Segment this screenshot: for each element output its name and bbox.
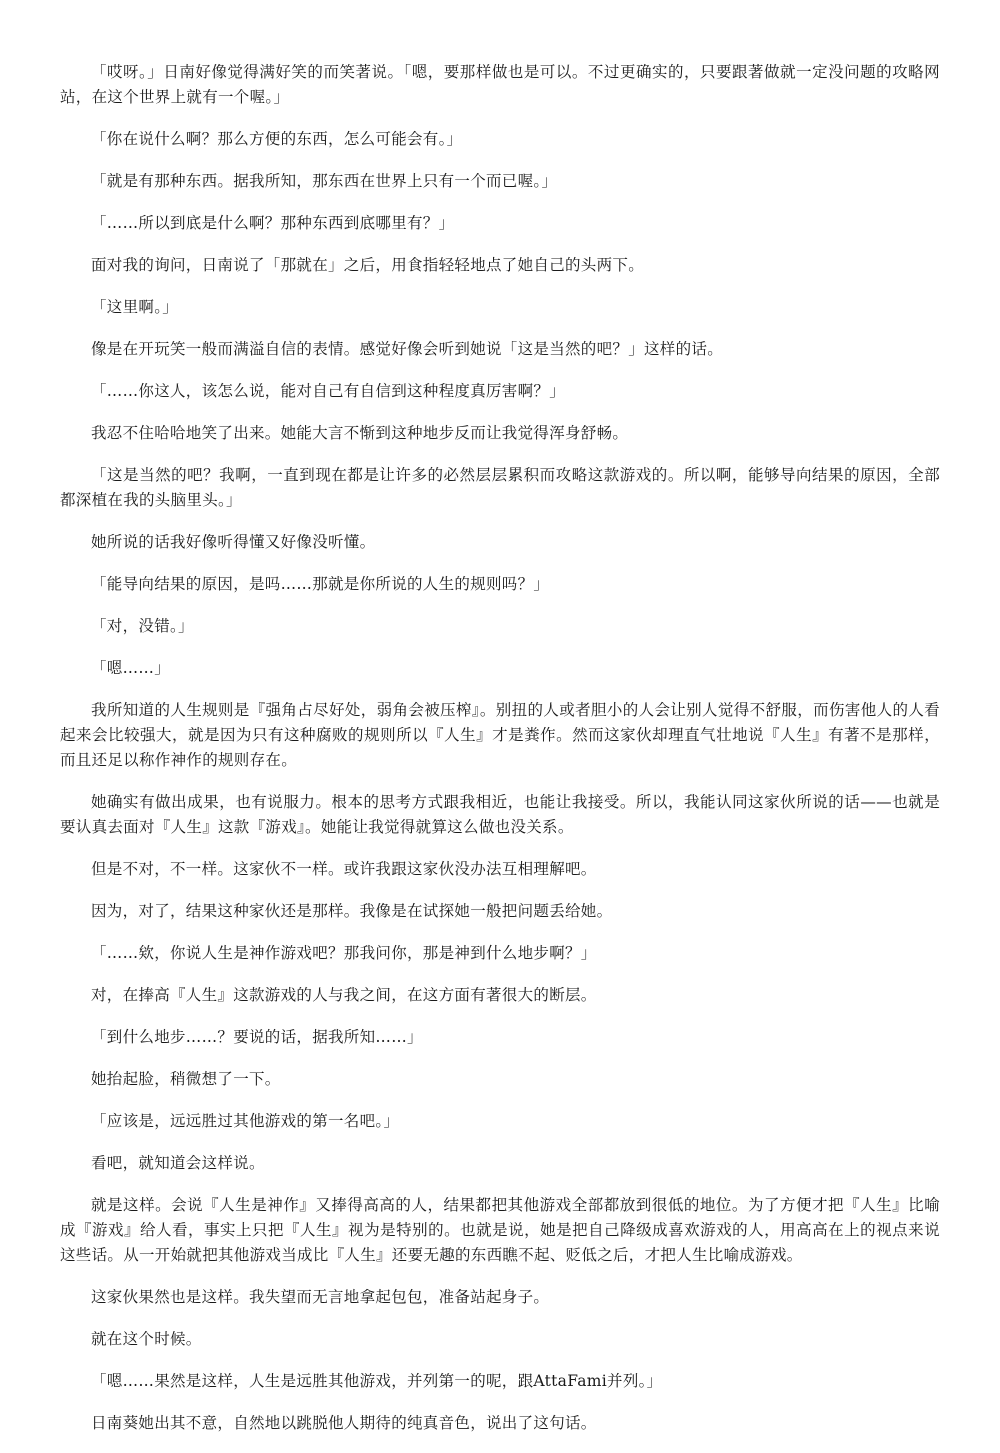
paragraph: 就是这样。会说『人生是神作』又捧得高高的人，结果都把其他游戏全部都放到很低的地位。为了方便才把『人生』比喻成『游戏』给人看，事实上只把『人生』视为是特别的。也就是说，她是把自己降级成喜欢游戏的人，用高高在上的视点来说这些话。从一开始就把其他游戏当成比『人生』还要无趣的东西瞧不起、贬低之后，才把人生比喻成游戏。 [60, 1196, 940, 1264]
paragraph: 但是不对，不一样。这家伙不一样。或许我跟这家伙没办法互相理解吧。 [91, 860, 597, 878]
paragraph: 「……你这人，该怎么说，能对自己有自信到这种程度真厉害啊？」 [91, 382, 566, 400]
paragraph: 「……所以到底是什么啊？那种东西到底哪里有？」 [91, 214, 455, 232]
paragraph: 「能导向结果的原因，是吗……那就是你所说的人生的规则吗？」 [91, 575, 550, 593]
paragraph: 「这里啊。」 [91, 298, 179, 316]
paragraph: 就在这个时候。 [91, 1330, 202, 1348]
paragraph: 这家伙果然也是这样。我失望而无言地拿起包包，准备站起身子。 [91, 1288, 550, 1306]
paragraph: 「嗯……果然是这样，人生是远胜其他游戏，并列第一的呢，跟AttaFami并列。」 [91, 1372, 663, 1390]
paragraph: 「就是有那种东西。据我所知，那东西在世界上只有一个而已喔。」 [91, 172, 558, 190]
paragraph: 她确实有做出成果，也有说服力。根本的思考方式跟我相近，也能让我接受。所以，我能认同这家伙所说的话——也就是要认真去面对『人生』这款『游戏』。她能让我觉得就算这么做也没关系。 [60, 793, 940, 836]
paragraph: 「哎呀。」日南好像觉得满好笑的而笑著说。「嗯，要那样做也是可以。不过更确实的，只要跟著做就一定没问题的攻略网站，在这个世界上就有一个喔。」 [60, 63, 940, 106]
paragraph: 像是在开玩笑一般而满溢自信的表情。感觉好像会听到她说「这是当然的吧？」这样的话。 [91, 340, 724, 358]
paragraph: 「到什么地步……？要说的话，据我所知……」 [91, 1028, 423, 1046]
paragraph: 「嗯……」 [91, 659, 171, 677]
paragraph: 日南葵她出其不意，自然地以跳脱他人期待的纯真音色，说出了这句话。 [91, 1414, 597, 1432]
paragraph: 我所知道的人生规则是『强角占尽好处，弱角会被压榨』。别扭的人或者胆小的人会让别人觉得不舒服，而伤害他人的人看起来会比较强大，就是因为只有这种腐败的规则所以『人生』才是粪作。然而这家伙却理直气壮地说『人生』有著不是那样，而且还足以称作神作的规则存在。 [60, 701, 940, 769]
paragraph: 对，在捧高『人生』这款游戏的人与我之间，在这方面有著很大的断层。 [91, 986, 597, 1004]
paragraph: 「这是当然的吧？我啊，一直到现在都是让许多的必然层层累积而攻略这款游戏的。所以啊，能够导向结果的原因，全部都深植在我的头脑里头。」 [60, 466, 940, 509]
paragraph: 「你在说什么啊？那么方便的东西，怎么可能会有。」 [91, 130, 463, 148]
paragraph: 「……欸，你说人生是神作游戏吧？那我问你，那是神到什么地步啊？」 [91, 944, 597, 962]
paragraph: 「对，没错。」 [91, 617, 194, 635]
paragraph: 我忍不住哈哈地笑了出来。她能大言不惭到这种地步反而让我觉得浑身舒畅。 [91, 424, 629, 442]
paragraph: 她所说的话我好像听得懂又好像没听懂。 [91, 533, 376, 551]
paragraph: 她抬起脸，稍微想了一下。 [91, 1070, 281, 1088]
paragraph: 面对我的询问，日南说了「那就在」之后，用食指轻轻地点了她自己的头两下。 [91, 256, 645, 274]
paragraph: 「应该是，远远胜过其他游戏的第一名吧。」 [91, 1112, 400, 1130]
document-page [60, 60, 940, 1453]
paragraph: 看吧，就知道会这样说。 [91, 1154, 265, 1172]
paragraph: 因为，对了，结果这种家伙还是那样。我像是在试探她一般把问题丢给她。 [91, 902, 613, 920]
